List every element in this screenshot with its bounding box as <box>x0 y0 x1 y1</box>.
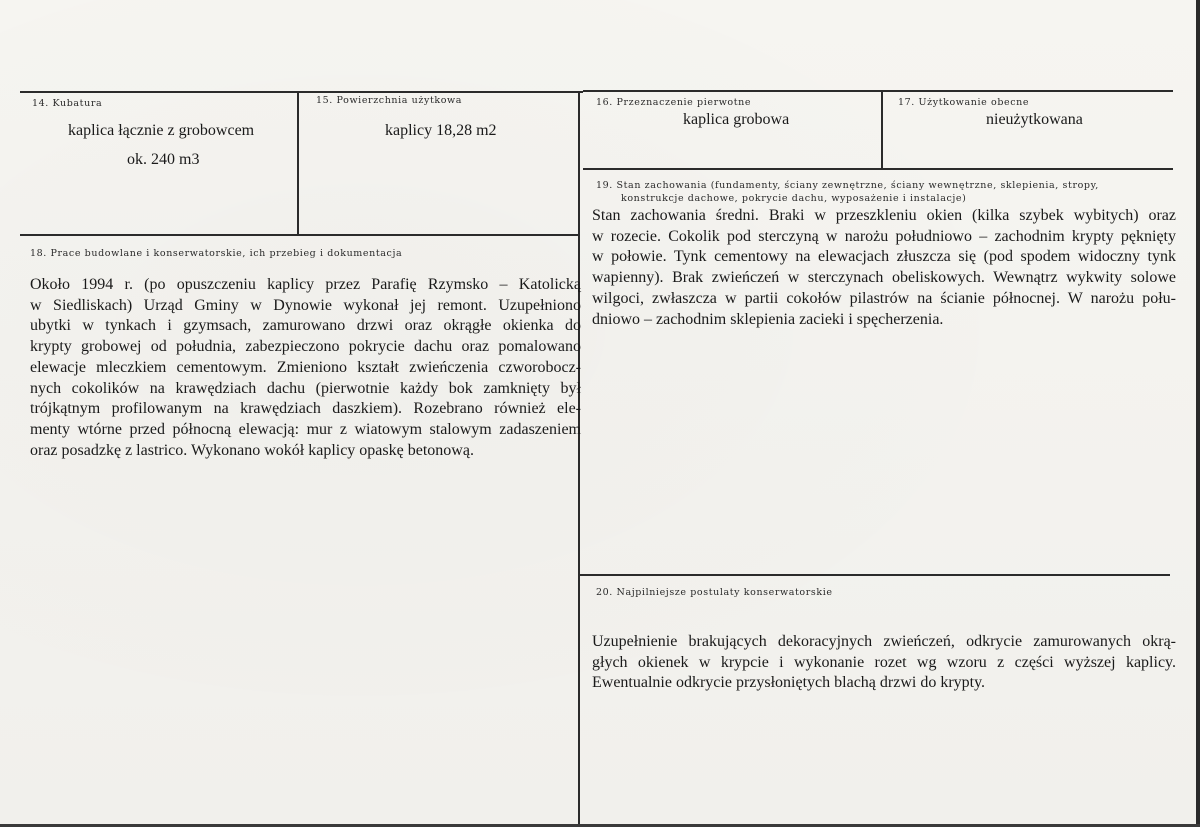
field-15-label: 15. Powierzchnia użytkowa <box>316 95 463 106</box>
field-18-line: elewacje mleczkiem cementowym. Zmieniono kształt zwieńczenia czworobocz- <box>30 358 581 376</box>
top-rule-right <box>583 90 1173 92</box>
field-17-label: 17. Użytkowanie obecne <box>898 97 1030 108</box>
field-20-line: Ewentualnie odkrycie przysłoniętych blachą drzwi do krypty. <box>592 674 986 692</box>
rule-under-14-15 <box>20 234 580 236</box>
rule-under-16-17 <box>583 168 1173 170</box>
field-18-label: 18. Prace budowlane i konserwatorskie, ich przebieg i dokumentacja <box>30 248 403 259</box>
field-19-line: Stan zachowania średni. Braki w przeszkleniu okien (kilka szybek wybitych) oraz <box>592 207 1176 224</box>
field-18-line: w Siedliskach) Urząd Gminy w Dynowie wykonał jej remont. Uzupełniono <box>30 296 581 314</box>
field-18-text <box>30 275 581 461</box>
field-18-line: krypty grobowej od południa, zabezpieczono pokrycie dachu oraz pomalowano <box>30 338 581 356</box>
field-20-text <box>592 632 1176 694</box>
field-20-line: Uzupełnienie brakujących dekoracyjnych zwieńczeń, odkrycie zamurowanych okrą- <box>592 633 1176 650</box>
field-20-label: 20. Najpilniejsze postulaty konserwatorskie <box>596 587 833 598</box>
divider-16-17 <box>881 90 883 168</box>
field-20-line: głych okienek w krypcie i wykonanie rozet wg wzoru z części wyższej kaplicy. <box>592 653 1176 671</box>
field-18-line: ubytki w tynkach i gzymsach, zamurowano drzwi oraz okrągłe okienka do <box>30 317 581 335</box>
divider-14-15 <box>297 91 299 235</box>
field-19-label-line2: konstrukcje dachowe, pokrycie dachu, wyposażenie i instalacje) <box>621 193 967 204</box>
field-18-line: nych cokolików na krawędziach dachu (pierwotnie każdy bok zamknięty był <box>30 379 581 397</box>
field-19-line: dniowo – zachodnim sklepienia zacieki i spęcherzenia. <box>592 310 944 328</box>
field-19-label-line1: 19. Stan zachowania (fundamenty, ściany zewnętrzne, ściany wewnętrzne, sklepienia, stropy, <box>596 180 1099 191</box>
field-18-line: trójkątnym profilowanym na krawędziach daszkiem). Rozebrano również ele- <box>30 400 581 418</box>
field-16-value: kaplica grobowa <box>683 111 790 128</box>
field-18-line: Około 1994 r. (po opuszczeniu kaplicy przez Parafię Rzymsko – Katolicką <box>30 276 581 293</box>
field-19-line: wilgoci, zwłaszcza w partii cokołów pilastrów na ścianie północnej. W narożu połu- <box>592 289 1176 307</box>
scan-edge-right <box>1196 0 1200 827</box>
rule-above-20 <box>578 574 1170 576</box>
field-18-line: menty wtórne przed północną elewacją: mur z wiatowym stalowym zadaszeniem <box>30 420 581 438</box>
field-15-value: kaplicy 18,28 m2 <box>385 122 497 139</box>
field-19-line: wapienny). Brak zwieńczeń w sterczynach obeliskowych. Wewnątrz wykwity solowe <box>592 269 1176 287</box>
field-19-text <box>592 206 1176 330</box>
field-19-line: w rozecie. Cokolik pod sterczyną w narożu południowo – zachodnim krypty pęknięty <box>592 227 1176 245</box>
field-14-value-line2: ok. 240 m3 <box>127 151 200 168</box>
field-18-line: oraz posadzkę z lastrico. Wykonano wokół kaplicy opaskę betonową. <box>30 441 474 459</box>
field-14-value-line1: kaplica łącznie z grobowcem <box>68 122 255 139</box>
field-19-line: w połowie. Tynk cementowy na elewacjach złuszcza się (pod spodem widoczny tynk <box>592 248 1176 266</box>
field-17-value: nieużytkowana <box>986 111 1083 128</box>
top-rule-left <box>20 91 583 93</box>
field-14-label: 14. Kubatura <box>32 98 103 109</box>
field-16-label: 16. Przeznaczenie pierwotne <box>596 97 752 108</box>
